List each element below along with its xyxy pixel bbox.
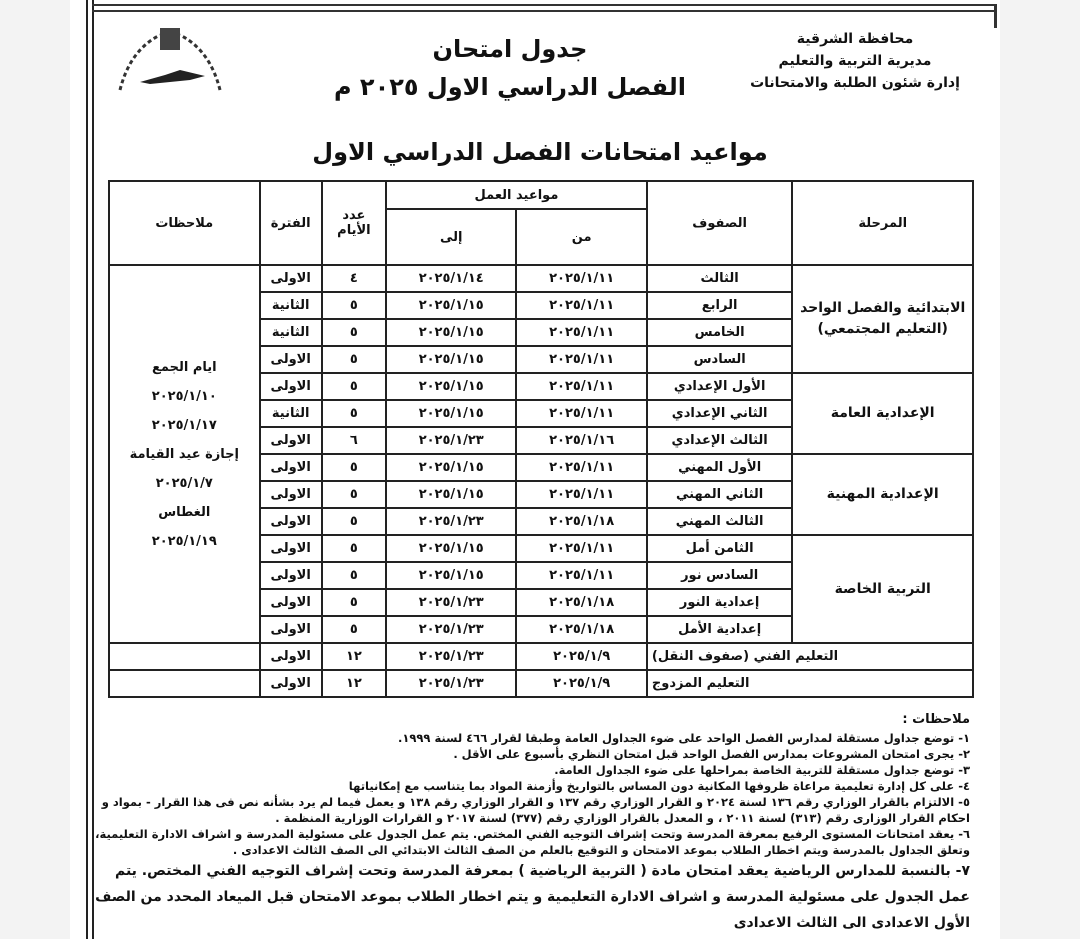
from-date-cell: ٢٠٢٥/١/١١ [516,400,646,427]
directorate: مديرية التربية والتعليم [778,53,932,69]
from-date-cell: ٢٠٢٥/١/١١ [516,292,646,319]
days-cell: ٦ [322,427,386,454]
from-date-cell: ٢٠٢٥/١/١١ [516,373,646,400]
grade-cell: إعدادية الأمل [647,616,793,643]
notes-title: ملاحظات : [902,712,970,727]
period-cell: الثانية [260,292,322,319]
from-date-cell: ٢٠٢٥/١/١١ [516,454,646,481]
from-date-cell: ٢٠٢٥/١/١٨ [516,589,646,616]
days-cell: ٥ [322,616,386,643]
to-date-cell: ٢٠٢٥/١/١٥ [386,562,516,589]
to-date-cell: ٢٠٢٥/١/١٥ [386,346,516,373]
full-row-label: التعليم المزدوج [647,670,973,697]
days-cell: ٥ [322,373,386,400]
to-date-cell: ٢٠٢٥/١/٢٣ [386,427,516,454]
exam-schedule-table [108,180,974,698]
note-item: ٢- يجرى امتحان المشروعات بمدارس الفصل الواحد قبل امتحان النظري بأسبوع على الأقل . [453,747,970,761]
period-cell: الاولى [260,373,322,400]
table-subtitle: مواعيد امتحانات الفصل الدراسي الاول [312,138,768,166]
period-cell: الاولى [260,481,322,508]
note-item: ٦- يعقد امتحانات المستوى الرفيع بمعرفة المدرسة وتحت إشراف التوجيه الفني المختص. يتم عمل الجدول على مسئولية المدرسة و اشراف الادارة التعليمية، وتعلق الجداول بالمدرسة ويتم اخطار الطلاب بموعد الامتحان و التوقيع بالعلم من الصف الثالث الابتدائي الى الصف الثالث الاعدادى . [95,827,970,857]
stage-cell: الإعدادية المهنية [792,454,973,535]
from-date-cell: ٢٠٢٥/١/١٨ [516,616,646,643]
stage-cell: الإعدادية العامة [792,373,973,454]
days-cell: ٥ [322,319,386,346]
grade-cell: الثالث الإعدادي [647,427,793,454]
from-date-cell: ٢٠٢٥/١/١٨ [516,508,646,535]
notes-line: الغطاس [158,504,211,520]
title-block [330,30,690,106]
department: إدارة شئون الطلبة والامتحانات [750,75,960,91]
term-title: الفصل الدراسي الاول ٢٠٢٥ م [333,73,687,101]
days-cell: ٥ [322,535,386,562]
to-date-cell: ٢٠٢٥/١/١٥ [386,400,516,427]
from-date-cell: ٢٠٢٥/١/٩ [516,643,646,670]
days-cell: ١٢ [322,643,386,670]
period-cell: الاولى [260,670,322,697]
header-days: عدد الأيام [322,181,386,265]
decorative-border-top [92,4,997,12]
days-cell: ٥ [322,481,386,508]
from-date-cell: ٢٠٢٥/١/١١ [516,535,646,562]
period-cell: الاولى [260,346,322,373]
from-date-cell: ٢٠٢٥/١/١١ [516,481,646,508]
period-cell: الاولى [260,535,322,562]
governorate: محافظة الشرقية [796,31,914,47]
grade-cell: الثالث المهني [647,508,793,535]
grade-cell: الرابع [647,292,793,319]
period-cell: الاولى [260,562,322,589]
grade-cell: السادس نور [647,562,793,589]
days-cell: ٥ [322,562,386,589]
to-date-cell: ٢٠٢٥/١/١٥ [386,481,516,508]
grade-cell: السادس [647,346,793,373]
grade-cell: الأول المهني [647,454,793,481]
days-cell: ٥ [322,400,386,427]
empty-cell [109,670,260,697]
note-item: ٣- توضع جداول مستقلة للتربية الخاصة بمراحلها على ضوء الجداول العامة. [554,763,970,777]
to-date-cell: ٢٠٢٥/١/١٥ [386,454,516,481]
to-date-cell: ٢٠٢٥/١/٢٣ [386,508,516,535]
period-cell: الاولى [260,265,322,292]
notes-section [90,712,970,936]
period-cell: الاولى [260,427,322,454]
notes-line: ٢٠٢٥/١/١٩ [151,533,217,549]
header-work-times: مواعيد العمل [386,181,647,209]
to-date-cell: ٢٠٢٥/١/١٤ [386,265,516,292]
grade-cell: الثاني الإعدادي [647,400,793,427]
page-title: جدول امتحان [432,35,588,63]
emblem-logo-icon [110,20,230,105]
header-stage: المرحلة [792,181,973,265]
decorative-border-right [994,4,997,28]
period-cell: الاولى [260,454,322,481]
note-item: ٥- الالتزام بالقرار الوزاري رقم ١٣٦ لسنة ٢٠٢٤ و القرار الوزاري رقم ١٣٧ و القرار الوزاري رقم ١٣٨ و يعمل فيما لم يرد بشأنه نص فى هذا القرار - بمواد و احكام القرار الوزارى رقم (٣١٣) لسنة ٢٠١١ ، و المعدل بالقرار الوزاري رقم (٣٧٧) لسنة ٢٠١٧ و القرارات الوزارية المنظمة . [101,795,970,825]
to-date-cell: ٢٠٢٥/١/١٥ [386,292,516,319]
header-to: إلى [386,209,516,265]
grade-cell: الثاني المهني [647,481,793,508]
period-cell: الاولى [260,508,322,535]
notes-line: ٢٠٢٥/١/٧ [155,475,213,491]
to-date-cell: ٢٠٢٥/١/٢٣ [386,643,516,670]
header-from: من [516,209,646,265]
to-date-cell: ٢٠٢٥/١/١٥ [386,535,516,562]
notes-line: ٢٠٢٥/١/١٧ [151,417,217,433]
days-cell: ٥ [322,589,386,616]
notes-line: ايام الجمع [152,359,217,375]
notes-line: ٢٠٢٥/١/١٠ [151,388,217,404]
days-cell: ٥ [322,454,386,481]
stage-cell: الابتدائية والفصل الواحد (التعليم المجتمعي) [792,265,973,373]
table-row [109,265,973,292]
to-date-cell: ٢٠٢٥/١/٢٣ [386,589,516,616]
to-date-cell: ٢٠٢٥/١/٢٣ [386,670,516,697]
grade-cell: إعدادية النور [647,589,793,616]
period-cell: الثانية [260,400,322,427]
to-date-cell: ٢٠٢٥/١/١٥ [386,319,516,346]
days-cell: ٤ [322,265,386,292]
from-date-cell: ٢٠٢٥/١/١١ [516,265,646,292]
period-cell: الثانية [260,319,322,346]
note-item: ٤- على كل إدارة تعليمية مراعاة ظروفها المكانية دون المساس بالتواريخ وأزمنة المواد بما يتناسب مع إمكانياتها [348,779,970,793]
grade-cell: الثامن أمل [647,535,793,562]
empty-cell [109,643,260,670]
days-cell: ١٢ [322,670,386,697]
header-notes: ملاحظات [109,181,260,265]
from-date-cell: ٢٠٢٥/١/١٦ [516,427,646,454]
notes-cell [109,265,260,643]
from-date-cell: ٢٠٢٥/١/١١ [516,346,646,373]
header-grades: الصفوف [647,181,793,265]
grade-cell: الثالث [647,265,793,292]
table-row [109,670,973,697]
table-row [109,643,973,670]
header-period: الفترة [260,181,322,265]
from-date-cell: ٢٠٢٥/١/١١ [516,562,646,589]
from-date-cell: ٢٠٢٥/١/٩ [516,670,646,697]
issuer-block [740,28,970,94]
note-item: ١- توضع جداول مستقلة لمدارس الفصل الواحد على ضوء الجداول العامة وطبقا لقرار ٤٦٦ لسنة ١٩٩٩. [398,731,970,745]
stage-cell: التربية الخاصة [792,535,973,643]
days-cell: ٥ [322,508,386,535]
notes-line: إجازة عيد القيامة [129,446,239,462]
period-cell: الاولى [260,589,322,616]
to-date-cell: ٢٠٢٥/١/٢٣ [386,616,516,643]
days-cell: ٥ [322,292,386,319]
to-date-cell: ٢٠٢٥/١/١٥ [386,373,516,400]
period-cell: الاولى [260,616,322,643]
note-item: ٧- بالنسبة للمدارس الرياضية يعقد امتحان مادة ( التربية الرياضية ) بمعرفة المدرسة وتحت إشراف التوجيه الفني المختص. يتم عمل الجدول على مسئولية المدرسة و اشراف الادارة التعليمية و يتم اخطار الطلاب بموعد الامتحان قبل الميعاد المحدد من الصف الأول الاعدادى الى الثالث الاعدادى [95,863,970,931]
period-cell: الاولى [260,643,322,670]
full-row-label: التعليم الفني (صفوف النقل) [647,643,973,670]
grade-cell: الخامس [647,319,793,346]
from-date-cell: ٢٠٢٥/١/١١ [516,319,646,346]
days-cell: ٥ [322,346,386,373]
grade-cell: الأول الإعدادي [647,373,793,400]
